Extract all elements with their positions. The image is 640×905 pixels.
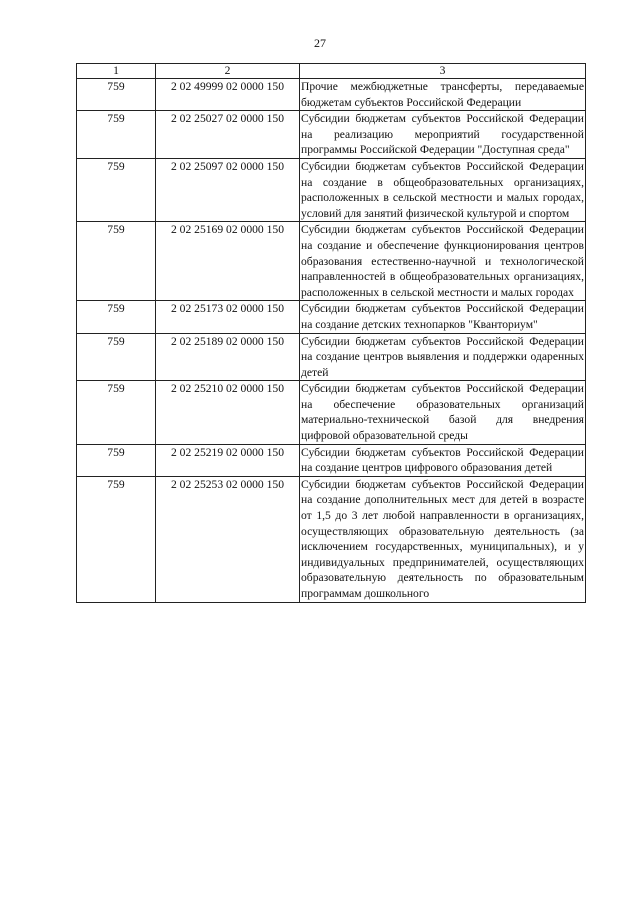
revenue-code-cell: 2 02 25219 02 0000 150 <box>156 444 300 476</box>
table-row <box>77 222 586 301</box>
table-row <box>77 158 586 221</box>
revenue-name-cell: Субсидии бюджетам субъектов Российской Федерации на создание детских технопарков "Кванториум" <box>300 301 586 333</box>
chapter-code-cell: 759 <box>77 301 156 333</box>
revenue-code-cell: 2 02 25097 02 0000 150 <box>156 158 300 221</box>
table-row <box>77 444 586 476</box>
revenue-name-cell: Субсидии бюджетам субъектов Российской Федерации на обеспечение образовательных организаций материально-технической базой для внедрения цифровой образовательной среды <box>300 381 586 444</box>
table-row <box>77 301 586 333</box>
revenue-name-cell: Субсидии бюджетам субъектов Российской Федерации на создание центров выявления и поддержки одаренных детей <box>300 333 586 381</box>
revenue-code-cell: 2 02 25210 02 0000 150 <box>156 381 300 444</box>
table-row <box>77 79 586 111</box>
revenue-name-cell: Субсидии бюджетам субъектов Российской Федерации на создание дополнительных мест для детей в возрасте от 1,5 до 3 лет любой направленности в организациях, осуществляющих образовательную деятельность (за исключением государственных, муниципальных), и у индивидуальных предпринимателей, осуществляющих образовательную деятельность по образовательным программам дошкольного <box>300 476 586 602</box>
chapter-code-cell: 759 <box>77 444 156 476</box>
revenue-code-cell: 2 02 25189 02 0000 150 <box>156 333 300 381</box>
table-header <box>77 64 586 79</box>
chapter-code-cell: 759 <box>77 333 156 381</box>
table-row <box>77 333 586 381</box>
revenue-code-cell: 2 02 25027 02 0000 150 <box>156 111 300 159</box>
revenue-code-cell: 2 02 49999 02 0000 150 <box>156 79 300 111</box>
chapter-code-cell: 759 <box>77 158 156 221</box>
table-body <box>77 79 586 603</box>
chapter-code-cell: 759 <box>77 476 156 602</box>
chapter-code-cell: 759 <box>77 79 156 111</box>
page-number: 27 <box>314 36 326 50</box>
budget-revenue-table <box>76 63 586 603</box>
revenue-code-cell: 2 02 25169 02 0000 150 <box>156 222 300 301</box>
revenue-name-cell: Субсидии бюджетам субъектов Российской Федерации на создание и обеспечение функционирования центров образования естественно-научной и технологической направленностей в общеобразовательных организациях, расположенных в сельской местности и малых городах <box>300 222 586 301</box>
revenue-name-cell: Прочие межбюджетные трансферты, передаваемые бюджетам субъектов Российской Федерации <box>300 79 586 111</box>
revenue-code-cell: 2 02 25253 02 0000 150 <box>156 476 300 602</box>
revenue-name-cell: Субсидии бюджетам субъектов Российской Федерации на создание в общеобразовательных организациях, расположенных в сельской местности и малых городах, условий для занятий физической культурой и спортом <box>300 158 586 221</box>
revenue-name-cell: Субсидии бюджетам субъектов Российской Федерации на создание центров цифрового образования детей <box>300 444 586 476</box>
table-row <box>77 381 586 444</box>
header-row <box>77 64 586 79</box>
header-col-1: 1 <box>77 64 156 79</box>
header-col-3: 3 <box>300 64 586 79</box>
chapter-code-cell: 759 <box>77 222 156 301</box>
revenue-name-cell: Субсидии бюджетам субъектов Российской Федерации на реализацию мероприятий государственной программы Российской Федерации "Доступная среда" <box>300 111 586 159</box>
table-row <box>77 476 586 602</box>
header-col-2: 2 <box>156 64 300 79</box>
chapter-code-cell: 759 <box>77 111 156 159</box>
table-row <box>77 111 586 159</box>
chapter-code-cell: 759 <box>77 381 156 444</box>
revenue-code-cell: 2 02 25173 02 0000 150 <box>156 301 300 333</box>
